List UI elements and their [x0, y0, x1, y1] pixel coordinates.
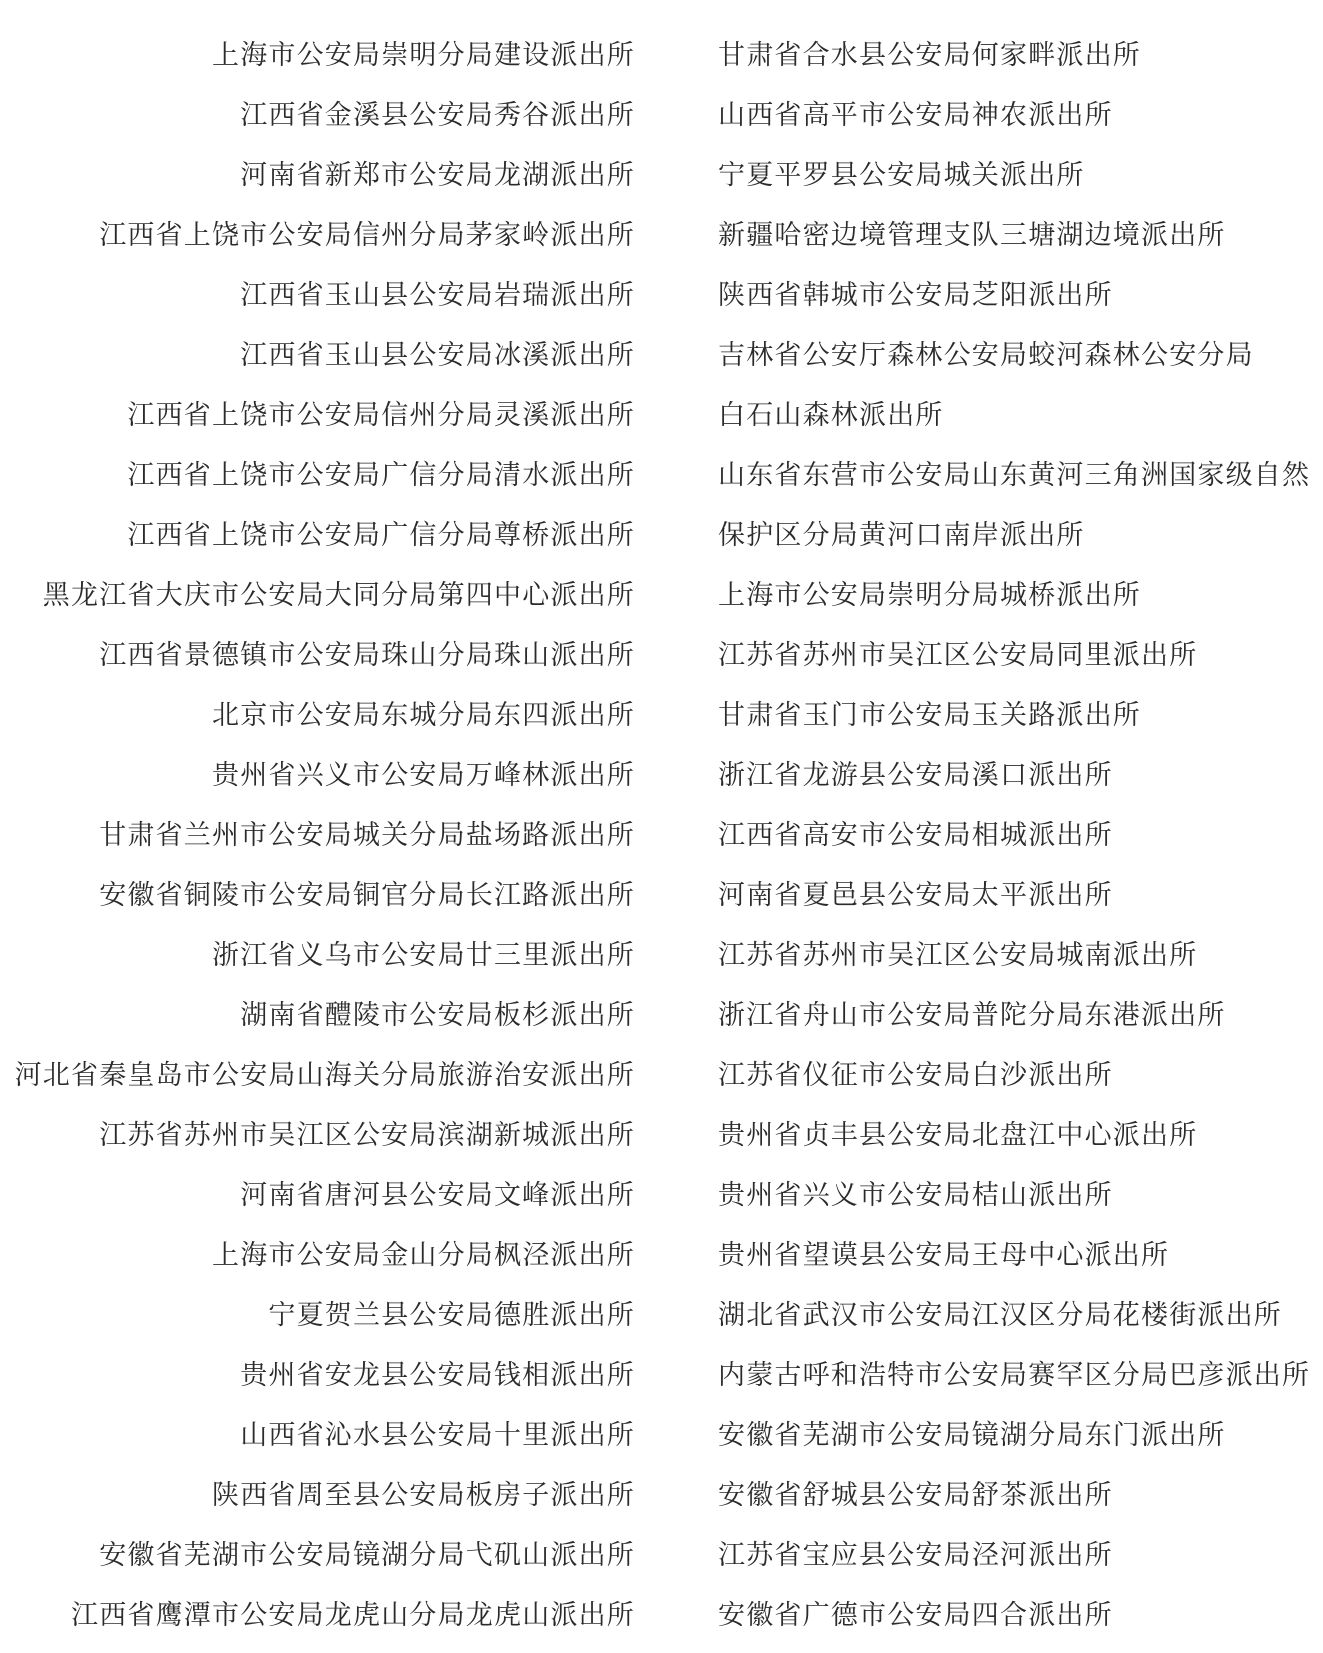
list-item: 贵州省望谟县公安局王母中心派出所 — [718, 1240, 1170, 1271]
list-item: 安徽省广德市公安局四合派出所 — [718, 1600, 1113, 1631]
list-item: 贵州省兴义市公安局万峰林派出所 — [212, 760, 635, 791]
list-item: 山西省沁水县公安局十里派出所 — [240, 1420, 635, 1451]
list-item: 安徽省芜湖市公安局镜湖分局弋矶山派出所 — [99, 1540, 635, 1571]
list-item: 白石山森林派出所 — [718, 400, 944, 431]
list-item: 江苏省苏州市吴江区公安局城南派出所 — [718, 940, 1198, 971]
list-item: 江西省玉山县公安局岩瑞派出所 — [240, 280, 635, 311]
list-item: 江西省上饶市公安局信州分局灵溪派出所 — [127, 400, 635, 431]
left-column-list — [15, 26, 635, 1646]
list-item: 宁夏平罗县公安局城关派出所 — [718, 160, 1085, 191]
list-item: 江西省玉山县公安局冰溪派出所 — [240, 340, 635, 371]
list-item: 浙江省龙游县公安局溪口派出所 — [718, 760, 1113, 791]
list-item: 保护区分局黄河口南岸派出所 — [718, 520, 1085, 551]
list-item: 安徽省铜陵市公安局铜官分局长江路派出所 — [99, 880, 635, 911]
list-item: 吉林省公安厅森林公安局蛟河森林公安分局 — [718, 340, 1254, 371]
list-item: 陕西省韩城市公安局芝阳派出所 — [718, 280, 1113, 311]
list-item: 河北省秦皇岛市公安局山海关分局旅游治安派出所 — [14, 1060, 635, 1091]
list-item: 山西省高平市公安局神农派出所 — [718, 100, 1113, 131]
list-item: 江西省上饶市公安局广信分局清水派出所 — [127, 460, 635, 491]
list-item: 山东省东营市公安局山东黄河三角洲国家级自然 — [718, 460, 1311, 491]
list-item: 甘肃省合水县公安局何家畔派出所 — [718, 40, 1141, 71]
list-item: 浙江省义乌市公安局廿三里派出所 — [212, 940, 635, 971]
list-item: 江西省景德镇市公安局珠山分局珠山派出所 — [99, 640, 635, 671]
list-item: 江西省高安市公安局相城派出所 — [718, 820, 1113, 851]
list-item: 贵州省兴义市公安局桔山派出所 — [718, 1180, 1113, 1211]
list-item: 江苏省仪征市公安局白沙派出所 — [718, 1060, 1113, 1091]
list-item: 贵州省贞丰县公安局北盘江中心派出所 — [718, 1120, 1198, 1151]
list-item: 内蒙古呼和浩特市公安局赛罕区分局巴彦派出所 — [718, 1360, 1311, 1391]
list-item: 浙江省舟山市公安局普陀分局东港派出所 — [718, 1000, 1226, 1031]
list-item: 河南省新郑市公安局龙湖派出所 — [240, 160, 635, 191]
list-item: 新疆哈密边境管理支队三塘湖边境派出所 — [718, 220, 1226, 251]
list-item: 江西省上饶市公安局信州分局茅家岭派出所 — [99, 220, 635, 251]
list-item: 江苏省苏州市吴江区公安局同里派出所 — [718, 640, 1198, 671]
list-item: 江苏省宝应县公安局泾河派出所 — [718, 1540, 1113, 1571]
list-item: 江西省金溪县公安局秀谷派出所 — [240, 100, 635, 131]
list-item: 湖南省醴陵市公安局板杉派出所 — [240, 1000, 635, 1031]
list-item: 黑龙江省大庆市公安局大同分局第四中心派出所 — [42, 580, 635, 611]
list-item: 河南省唐河县公安局文峰派出所 — [240, 1180, 635, 1211]
list-item: 江苏省苏州市吴江区公安局滨湖新城派出所 — [99, 1120, 635, 1151]
list-item: 贵州省安龙县公安局钱相派出所 — [240, 1360, 635, 1391]
list-item: 甘肃省兰州市公安局城关分局盐场路派出所 — [99, 820, 635, 851]
list-item: 安徽省芜湖市公安局镜湖分局东门派出所 — [718, 1420, 1226, 1451]
right-column-list — [718, 26, 1310, 1646]
list-item: 江西省鹰潭市公安局龙虎山分局龙虎山派出所 — [71, 1600, 635, 1631]
list-item: 江西省上饶市公安局广信分局尊桥派出所 — [127, 520, 635, 551]
list-item: 上海市公安局崇明分局建设派出所 — [212, 40, 635, 71]
list-item: 上海市公安局金山分局枫泾派出所 — [212, 1240, 635, 1271]
list-item: 宁夏贺兰县公安局德胜派出所 — [268, 1300, 635, 1331]
list-item: 陕西省周至县公安局板房子派出所 — [212, 1480, 635, 1511]
list-item: 北京市公安局东城分局东四派出所 — [212, 700, 635, 731]
list-item: 河南省夏邑县公安局太平派出所 — [718, 880, 1113, 911]
list-item: 湖北省武汉市公安局江汉区分局花楼街派出所 — [718, 1300, 1282, 1331]
list-item: 甘肃省玉门市公安局玉关路派出所 — [718, 700, 1141, 731]
list-item: 安徽省舒城县公安局舒茶派出所 — [718, 1480, 1113, 1511]
list-item: 上海市公安局崇明分局城桥派出所 — [718, 580, 1141, 611]
